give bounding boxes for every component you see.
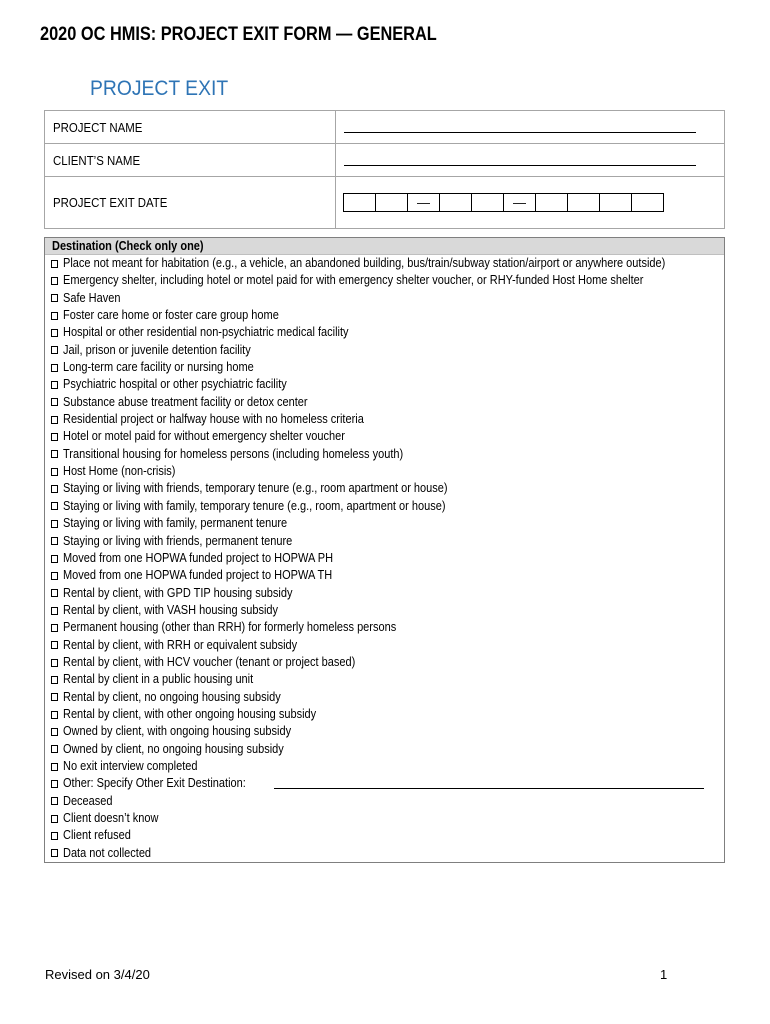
- destination-option-label: Rental by client, with other ongoing housing subsidy: [63, 706, 317, 721]
- checkbox-icon[interactable]: [51, 832, 58, 840]
- client-name-field[interactable]: [344, 153, 696, 166]
- destination-option-label: Data not collected: [63, 845, 152, 860]
- destination-option[interactable]: [51, 307, 724, 324]
- destination-option[interactable]: [51, 272, 724, 289]
- destination-option-label: Staying or living with family, permanent tenure: [63, 516, 288, 531]
- destination-option-label: Rental by client, no ongoing housing subsidy: [63, 689, 281, 704]
- checkbox-icon[interactable]: [51, 780, 58, 788]
- checkbox-icon[interactable]: [51, 364, 58, 372]
- destination-option[interactable]: [51, 376, 724, 393]
- destination-option[interactable]: [51, 845, 724, 862]
- destination-header: Destination (Check only one): [45, 238, 724, 255]
- destination-option-label: Staying or living with friends, temporary tenure (e.g., room apartment or house): [63, 481, 448, 496]
- checkbox-icon[interactable]: [51, 797, 58, 805]
- destination-option[interactable]: [51, 723, 724, 740]
- destination-option-label: Moved from one HOPWA funded project to HOPWA PH: [63, 550, 334, 565]
- project-info-table: [44, 110, 725, 229]
- checkbox-icon[interactable]: [51, 659, 58, 667]
- date-month-digit-1[interactable]: [343, 193, 376, 212]
- destination-option[interactable]: [51, 602, 724, 619]
- date-year-digit-1[interactable]: [535, 193, 568, 212]
- destination-option[interactable]: [51, 654, 724, 671]
- destination-option-label: Emergency shelter, including hotel or motel paid for with emergency shelter voucher, or RHY-funded Host Home shelter: [63, 273, 644, 288]
- destination-option-label: Client doesn’t know: [63, 811, 159, 825]
- destination-option[interactable]: [51, 342, 724, 359]
- destination-option[interactable]: [51, 671, 724, 688]
- destination-option[interactable]: [51, 359, 724, 376]
- revised-date: Revised on 3/4/20: [45, 967, 150, 982]
- checkbox-icon[interactable]: [51, 346, 58, 354]
- client-name-label: CLIENT’S NAME: [53, 152, 141, 168]
- destination-option-other[interactable]: [51, 775, 724, 792]
- exit-date-boxes: [344, 193, 716, 212]
- checkbox-icon[interactable]: [51, 728, 58, 736]
- checkbox-icon[interactable]: [51, 849, 58, 857]
- checkbox-icon[interactable]: [51, 312, 58, 320]
- destination-option-label: Owned by client, with ongoing housing subsidy: [63, 724, 292, 739]
- destination-option-label: Staying or living with friends, permanent tenure: [63, 533, 293, 548]
- destination-option[interactable]: [51, 689, 724, 706]
- destination-option-label: Permanent housing (other than RRH) for formerly homeless persons: [63, 620, 397, 635]
- destination-option-label: Rental by client, with RRH or equivalent subsidy: [63, 637, 298, 652]
- date-separator-2: —: [503, 193, 536, 212]
- exit-date-row: [45, 177, 725, 229]
- section-heading: PROJECT EXIT: [90, 77, 229, 100]
- destination-option-label: Moved from one HOPWA funded project to HOPWA TH: [63, 568, 333, 583]
- checkbox-icon[interactable]: [51, 624, 58, 632]
- destination-option-label: No exit interview completed: [63, 758, 198, 773]
- destination-option-label: Owned by client, no ongoing housing subsidy: [63, 741, 284, 756]
- checkbox-icon[interactable]: [51, 589, 58, 597]
- destination-option[interactable]: [51, 827, 724, 844]
- date-day-digit-2[interactable]: [471, 193, 504, 212]
- checkbox-icon[interactable]: [51, 745, 58, 753]
- checkbox-icon[interactable]: [51, 485, 58, 493]
- page-number: 1: [660, 967, 668, 982]
- destination-option[interactable]: [51, 567, 724, 584]
- checkbox-icon[interactable]: [51, 502, 58, 510]
- destination-option[interactable]: [51, 810, 724, 827]
- destination-option[interactable]: [51, 428, 724, 445]
- destination-option[interactable]: [51, 498, 724, 515]
- destination-option-label: Hotel or motel paid for without emergency shelter voucher: [63, 429, 345, 444]
- destination-option-label: Long-term care facility or nursing home: [63, 360, 254, 375]
- checkbox-icon[interactable]: [51, 537, 58, 545]
- destination-option-label: Substance abuse treatment facility or detox center: [63, 394, 308, 409]
- checkbox-icon[interactable]: [51, 381, 58, 389]
- destination-option-label: Staying or living with family, temporary tenure (e.g., room, apartment or house): [63, 498, 446, 513]
- destination-option-label: Place not meant for habitation (e.g., a vehicle, an abandoned building, bus/train/subway station/airport or anywhere outside): [63, 256, 666, 270]
- date-month-digit-2[interactable]: [375, 193, 408, 212]
- destination-option-label: Client refused: [63, 828, 131, 843]
- checkbox-icon[interactable]: [51, 711, 58, 719]
- checkbox-icon[interactable]: [51, 398, 58, 406]
- document-title: 2020 OC HMIS: PROJECT EXIT FORM — GENERAL: [40, 24, 437, 45]
- project-name-row: [45, 111, 725, 144]
- checkbox-icon[interactable]: [51, 433, 58, 441]
- destination-option-label: Deceased: [63, 793, 113, 808]
- checkbox-icon[interactable]: [51, 329, 58, 337]
- destination-option[interactable]: [51, 585, 724, 602]
- destination-option[interactable]: [51, 463, 724, 480]
- destination-option[interactable]: [51, 533, 724, 550]
- destination-option[interactable]: [51, 793, 724, 810]
- checkbox-icon[interactable]: [51, 277, 58, 285]
- destination-option-label: Rental by client, with VASH housing subsidy: [63, 602, 279, 617]
- project-name-field[interactable]: [344, 120, 696, 133]
- checkbox-icon[interactable]: [51, 763, 58, 771]
- client-name-row: [45, 144, 725, 177]
- date-year-digit-3[interactable]: [599, 193, 632, 212]
- destination-option[interactable]: [51, 741, 724, 758]
- checkbox-icon[interactable]: [51, 260, 58, 268]
- checkbox-icon[interactable]: [51, 572, 58, 580]
- date-year-digit-2[interactable]: [567, 193, 600, 212]
- destination-option[interactable]: [51, 255, 724, 272]
- destination-option[interactable]: [51, 550, 724, 567]
- destination-option-label: Residential project or halfway house with no homeless criteria: [63, 412, 364, 427]
- destination-options-list: [45, 255, 724, 862]
- checkbox-icon[interactable]: [51, 294, 58, 302]
- destination-option[interactable]: [51, 619, 724, 636]
- date-day-digit-1[interactable]: [439, 193, 472, 212]
- checkbox-icon[interactable]: [51, 641, 58, 649]
- destination-option-label: Rental by client, with HCV voucher (tenant or project based): [63, 654, 356, 669]
- destination-option-label: Hospital or other residential non-psychiatric medical facility: [63, 325, 349, 340]
- destination-option[interactable]: [51, 324, 724, 341]
- destination-option-label: Other: Specify Other Exit Destination:: [63, 776, 246, 791]
- destination-option[interactable]: [51, 290, 724, 307]
- destination-option[interactable]: [51, 480, 724, 497]
- destination-option-label: Host Home (non-crisis): [63, 464, 176, 479]
- destination-option-label: Rental by client, with GPD TIP housing subsidy: [63, 585, 293, 600]
- destination-option-label: Psychiatric hospital or other psychiatric facility: [63, 377, 287, 392]
- destination-option-label: Transitional housing for homeless persons (including homeless youth): [63, 446, 404, 461]
- destination-option[interactable]: [51, 515, 724, 532]
- destination-option-label: Safe Haven: [63, 290, 121, 305]
- exit-date-label: PROJECT EXIT DATE: [53, 195, 168, 210]
- checkbox-icon[interactable]: [51, 468, 58, 476]
- destination-option[interactable]: [51, 394, 724, 411]
- destination-option[interactable]: [51, 446, 724, 463]
- destination-option-label: Rental by client in a public housing unit: [63, 672, 254, 687]
- checkbox-icon[interactable]: [51, 693, 58, 701]
- project-name-label: PROJECT NAME: [53, 119, 143, 135]
- destination-option[interactable]: [51, 411, 724, 428]
- other-destination-input[interactable]: [274, 778, 704, 789]
- destination-option[interactable]: [51, 758, 724, 775]
- checkbox-icon[interactable]: [51, 815, 58, 823]
- checkbox-icon[interactable]: [51, 520, 58, 528]
- checkbox-icon[interactable]: [51, 607, 58, 615]
- date-year-digit-4[interactable]: [631, 193, 664, 212]
- destination-option-label: Jail, prison or juvenile detention facility: [63, 342, 251, 357]
- checkbox-icon[interactable]: [51, 555, 58, 563]
- destination-panel: [44, 237, 725, 863]
- checkbox-icon[interactable]: [51, 450, 58, 458]
- destination-option[interactable]: [51, 637, 724, 654]
- destination-option-label: Foster care home or foster care group home: [63, 308, 279, 323]
- checkbox-icon[interactable]: [51, 676, 58, 684]
- destination-option[interactable]: [51, 706, 724, 723]
- date-separator-1: —: [407, 193, 440, 212]
- checkbox-icon[interactable]: [51, 416, 58, 424]
